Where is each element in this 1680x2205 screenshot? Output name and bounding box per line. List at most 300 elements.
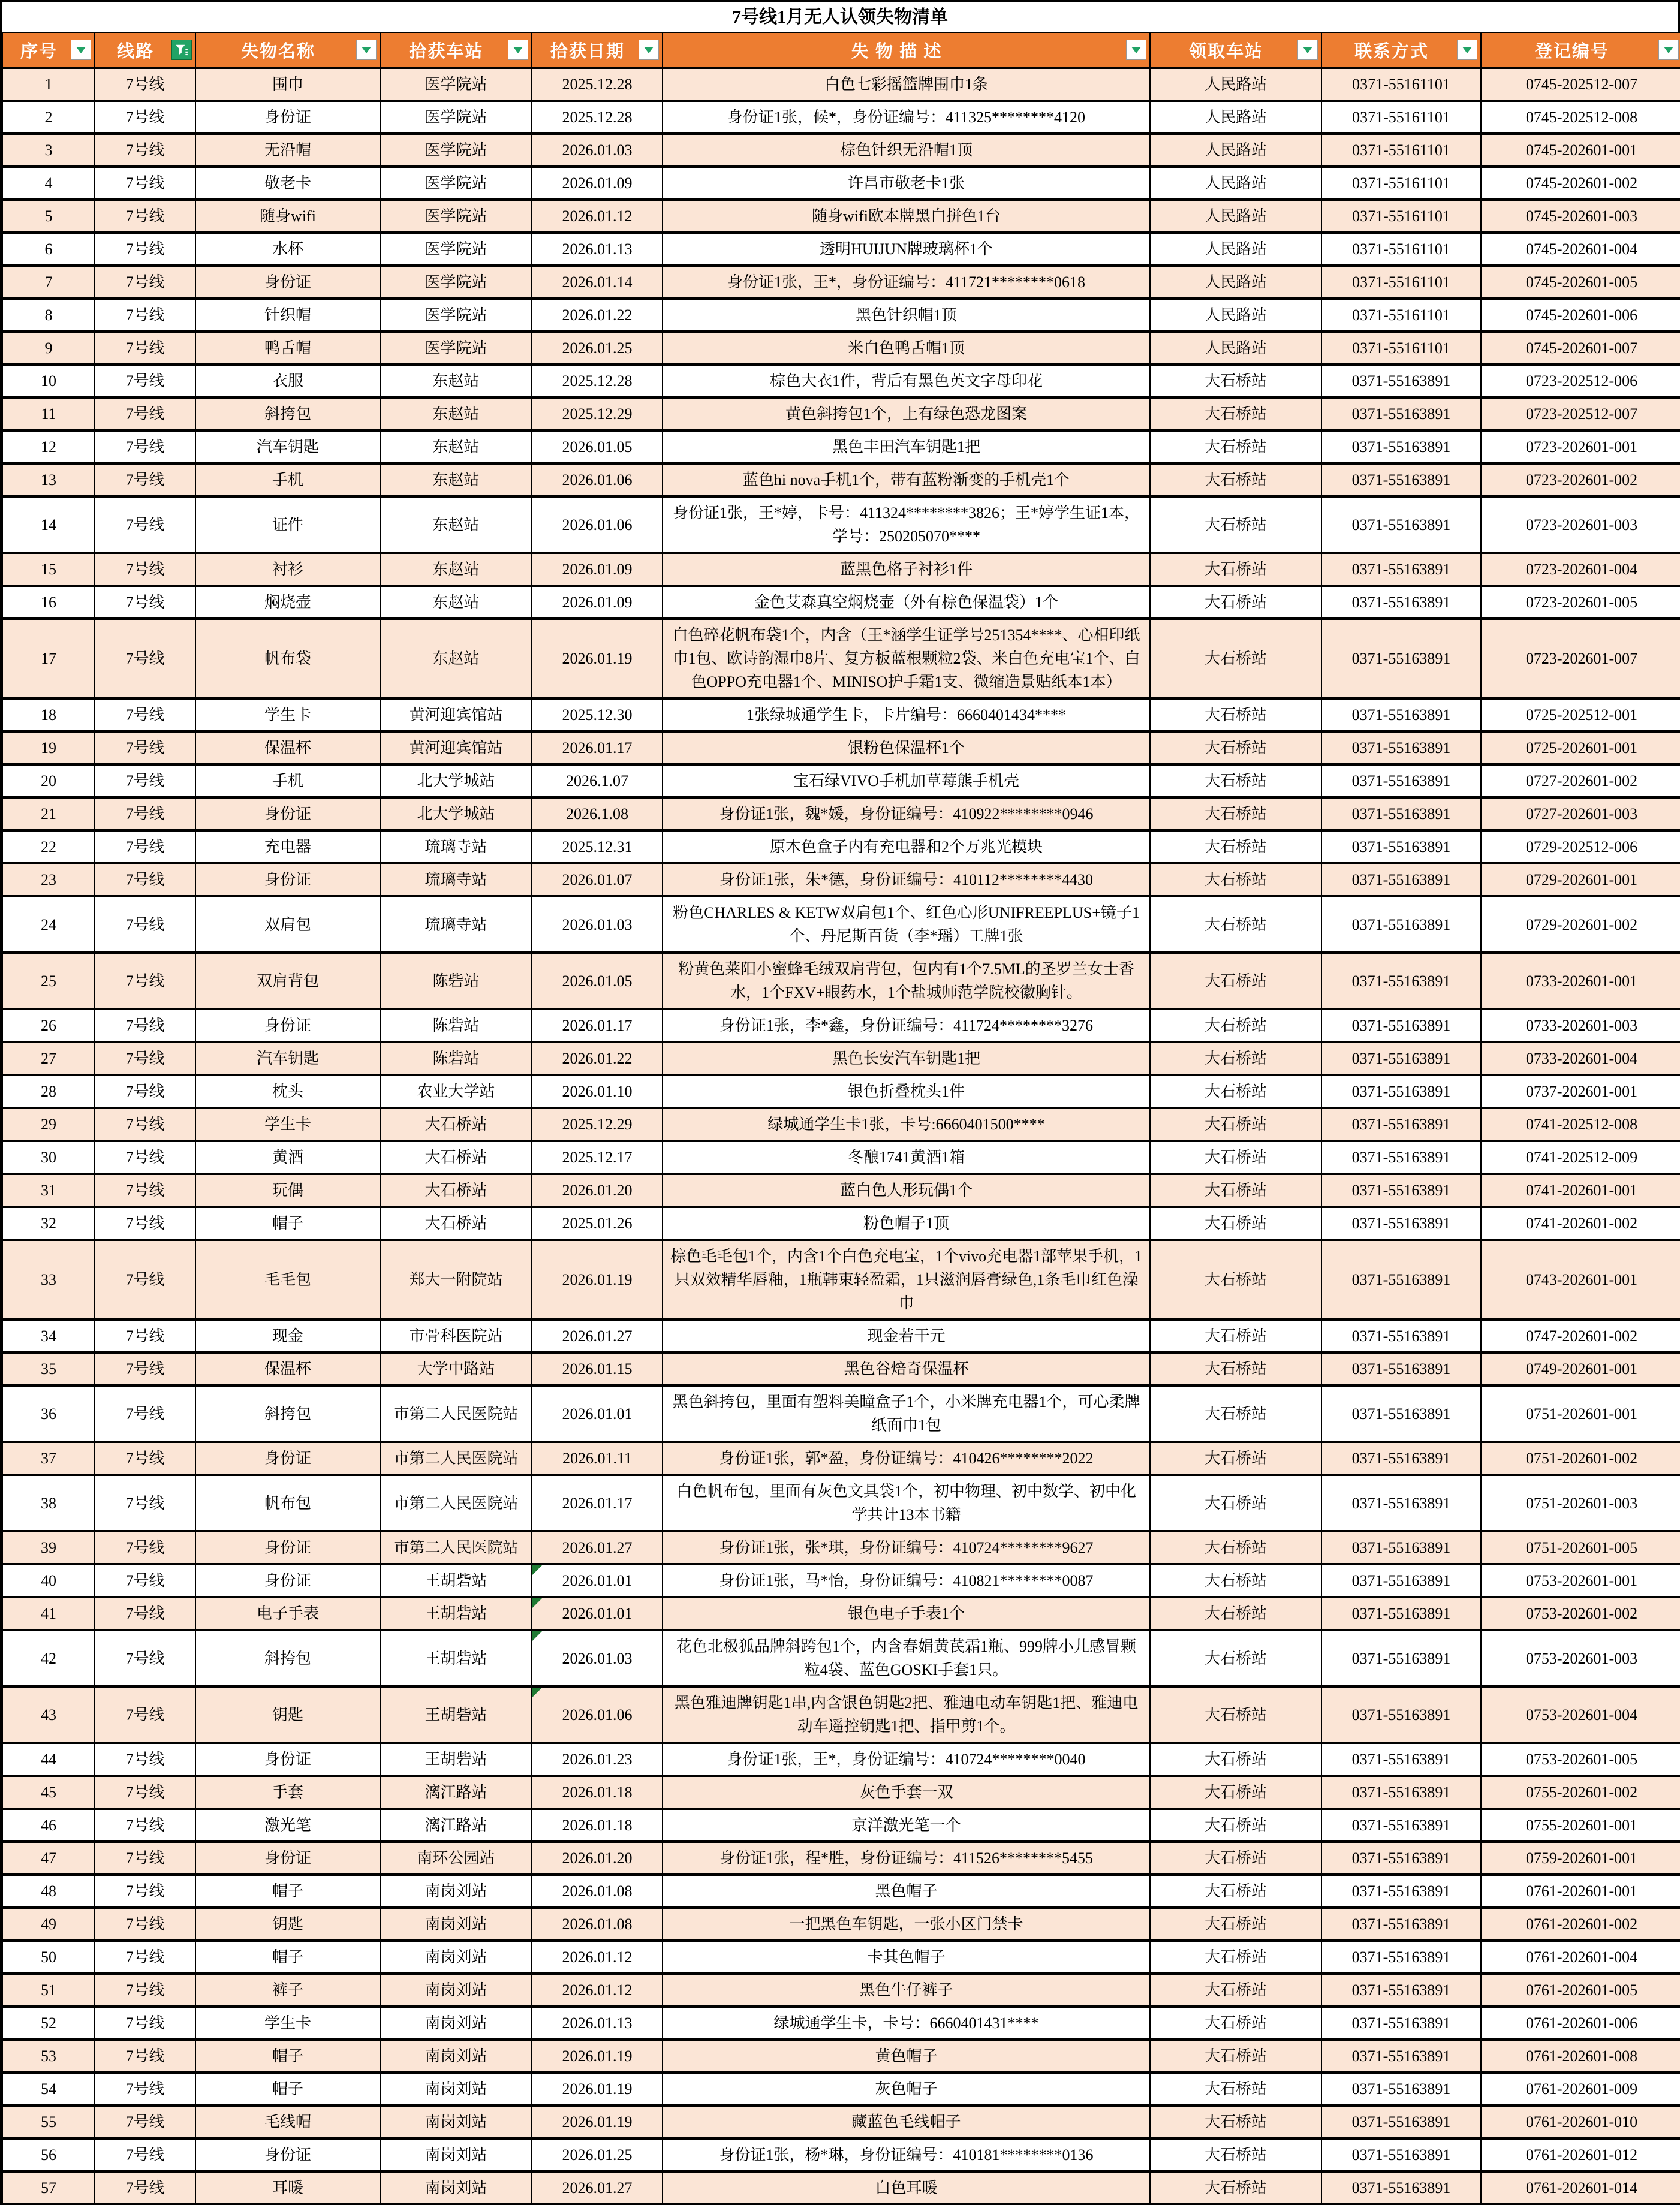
line-cell[interactable]: 7号线 xyxy=(95,1042,195,1075)
item-name-cell[interactable]: 身份证 xyxy=(195,1564,380,1597)
seq-cell[interactable]: 17 xyxy=(2,619,95,698)
seq-cell[interactable]: 36 xyxy=(2,1385,95,1442)
description-cell[interactable]: 棕色针织无沿帽1顶 xyxy=(663,134,1150,167)
line-cell[interactable]: 7号线 xyxy=(95,2138,195,2171)
seq-cell[interactable]: 37 xyxy=(2,1442,95,1475)
pickup-station-cell[interactable]: 大石桥站 xyxy=(1150,1075,1321,1108)
found-date-cell[interactable]: 2026.01.03 xyxy=(532,134,663,167)
reg-no-cell[interactable]: 0745-202601-006 xyxy=(1481,299,1680,332)
reg-no-cell[interactable]: 0751-202601-002 xyxy=(1481,1442,1680,1475)
found-date-cell[interactable]: 2026.01.12 xyxy=(532,1974,663,2007)
seq-cell[interactable]: 38 xyxy=(2,1475,95,1531)
reg-no-cell[interactable]: 0753-202601-004 xyxy=(1481,1686,1680,1743)
contact-cell[interactable]: 0371-55163891 xyxy=(1321,1875,1481,1908)
seq-cell[interactable]: 32 xyxy=(2,1207,95,1240)
description-cell[interactable]: 黄色帽子 xyxy=(663,2040,1150,2073)
item-name-cell[interactable]: 学生卡 xyxy=(195,2007,380,2040)
reg-no-cell[interactable]: 0729-202512-006 xyxy=(1481,830,1680,863)
seq-cell[interactable]: 24 xyxy=(2,896,95,953)
found-station-cell[interactable]: 东赵站 xyxy=(380,430,532,463)
found-date-cell[interactable]: 2026.01.18 xyxy=(532,1776,663,1809)
found-date-cell[interactable]: 2026.01.17 xyxy=(532,1009,663,1042)
item-name-cell[interactable]: 帆布袋 xyxy=(195,619,380,698)
seq-cell[interactable]: 15 xyxy=(2,553,95,586)
reg-no-cell[interactable]: 0745-202601-003 xyxy=(1481,200,1680,233)
item-name-cell[interactable]: 身份证 xyxy=(195,1442,380,1475)
found-date-cell[interactable]: 2026.01.22 xyxy=(532,299,663,332)
found-station-cell[interactable]: 大石桥站 xyxy=(380,1174,532,1207)
pickup-station-cell[interactable]: 大石桥站 xyxy=(1150,619,1321,698)
contact-cell[interactable]: 0371-55163891 xyxy=(1321,1141,1481,1174)
found-date-cell[interactable]: 2026.01.05 xyxy=(532,953,663,1009)
reg-no-cell[interactable]: 0733-202601-003 xyxy=(1481,1009,1680,1042)
item-name-cell[interactable]: 保温杯 xyxy=(195,731,380,764)
seq-cell[interactable]: 20 xyxy=(2,764,95,797)
item-name-cell[interactable]: 学生卡 xyxy=(195,1108,380,1141)
item-name-cell[interactable]: 随身wifi xyxy=(195,200,380,233)
pickup-station-cell[interactable]: 大石桥站 xyxy=(1150,1385,1321,1442)
pickup-station-cell[interactable]: 大石桥站 xyxy=(1150,1141,1321,1174)
filter-dropdown-icon-pickup-station[interactable] xyxy=(1297,40,1318,60)
found-date-cell[interactable]: 2026.1.08 xyxy=(532,797,663,830)
item-name-cell[interactable]: 双肩背包 xyxy=(195,953,380,1009)
contact-cell[interactable]: 0371-55163891 xyxy=(1321,1240,1481,1320)
found-date-cell[interactable]: 2025.12.29 xyxy=(532,1108,663,1141)
contact-cell[interactable]: 0371-55161101 xyxy=(1321,266,1481,299)
found-date-cell[interactable]: 2025.12.17 xyxy=(532,1141,663,1174)
description-cell[interactable]: 身份证1张，郭*盈，身份证编号：410426********2022 xyxy=(663,1442,1150,1475)
seq-cell[interactable]: 34 xyxy=(2,1320,95,1352)
contact-cell[interactable]: 0371-55163891 xyxy=(1321,1531,1481,1564)
description-cell[interactable]: 银粉色保温杯1个 xyxy=(663,731,1150,764)
seq-cell[interactable]: 1 xyxy=(2,68,95,101)
description-cell[interactable]: 京洋激光笔一个 xyxy=(663,1809,1150,1842)
line-cell[interactable]: 7号线 xyxy=(95,430,195,463)
description-cell[interactable]: 身份证1张，魏*媛，身份证编号：410922********0946 xyxy=(663,797,1150,830)
contact-cell[interactable]: 0371-55161101 xyxy=(1321,101,1481,134)
line-cell[interactable]: 7号线 xyxy=(95,2040,195,2073)
seq-cell[interactable]: 9 xyxy=(2,332,95,365)
seq-cell[interactable]: 7 xyxy=(2,266,95,299)
item-name-cell[interactable]: 衣服 xyxy=(195,365,380,397)
pickup-station-cell[interactable]: 大石桥站 xyxy=(1150,2138,1321,2171)
filter-dropdown-icon-seq[interactable] xyxy=(71,40,91,60)
pickup-station-cell[interactable]: 大石桥站 xyxy=(1150,2007,1321,2040)
item-name-cell[interactable]: 无沿帽 xyxy=(195,134,380,167)
found-date-cell[interactable]: 2026.01.19 xyxy=(532,2073,663,2105)
contact-cell[interactable]: 0371-55163891 xyxy=(1321,2040,1481,2073)
found-date-cell-flagged[interactable]: 2026.01.01 xyxy=(532,1564,663,1597)
line-cell[interactable]: 7号线 xyxy=(95,1564,195,1597)
description-cell[interactable]: 花色北极狐品牌斜跨包1个，内含春娟黄芪霜1瓶、999牌小儿感冒颗粒4袋、蓝色GOSKI手套1只。 xyxy=(663,1630,1150,1686)
contact-cell[interactable]: 0371-55163891 xyxy=(1321,863,1481,896)
line-cell[interactable]: 7号线 xyxy=(95,1941,195,1974)
item-name-cell[interactable]: 裤子 xyxy=(195,1974,380,2007)
reg-no-cell[interactable]: 0725-202601-001 xyxy=(1481,731,1680,764)
description-cell[interactable]: 棕色大衣1件，背后有黑色英文字母印花 xyxy=(663,365,1150,397)
found-date-cell[interactable]: 2026.01.17 xyxy=(532,1475,663,1531)
item-name-cell[interactable]: 毛线帽 xyxy=(195,2105,380,2138)
found-station-cell[interactable]: 北大学城站 xyxy=(380,764,532,797)
line-cell[interactable]: 7号线 xyxy=(95,1974,195,2007)
reg-no-cell[interactable]: 0761-202601-006 xyxy=(1481,2007,1680,2040)
pickup-station-cell[interactable]: 大石桥站 xyxy=(1150,1320,1321,1352)
line-cell[interactable]: 7号线 xyxy=(95,167,195,200)
seq-cell[interactable]: 50 xyxy=(2,1941,95,1974)
found-station-cell[interactable]: 医学院站 xyxy=(380,266,532,299)
seq-cell[interactable]: 46 xyxy=(2,1809,95,1842)
seq-cell[interactable]: 10 xyxy=(2,365,95,397)
found-date-cell[interactable]: 2026.01.09 xyxy=(532,167,663,200)
line-cell[interactable]: 7号线 xyxy=(95,365,195,397)
item-name-cell[interactable]: 身份证 xyxy=(195,863,380,896)
seq-cell[interactable]: 56 xyxy=(2,2138,95,2171)
contact-cell[interactable]: 0371-55163891 xyxy=(1321,830,1481,863)
contact-cell[interactable]: 0371-55163891 xyxy=(1321,1075,1481,1108)
seq-cell[interactable]: 4 xyxy=(2,167,95,200)
contact-cell[interactable]: 0371-55163891 xyxy=(1321,430,1481,463)
reg-no-cell[interactable]: 0745-202601-001 xyxy=(1481,134,1680,167)
item-name-cell[interactable]: 身份证 xyxy=(195,266,380,299)
contact-cell[interactable]: 0371-55161101 xyxy=(1321,299,1481,332)
line-cell[interactable]: 7号线 xyxy=(95,200,195,233)
line-cell[interactable]: 7号线 xyxy=(95,1531,195,1564)
found-date-cell[interactable]: 2026.01.06 xyxy=(532,463,663,496)
contact-cell[interactable]: 0371-55163891 xyxy=(1321,1908,1481,1941)
line-cell[interactable]: 7号线 xyxy=(95,299,195,332)
line-cell[interactable]: 7号线 xyxy=(95,1597,195,1630)
filter-dropdown-icon-found-station[interactable] xyxy=(508,40,528,60)
contact-cell[interactable]: 0371-55163891 xyxy=(1321,586,1481,619)
pickup-station-cell[interactable]: 大石桥站 xyxy=(1150,586,1321,619)
description-cell[interactable]: 粉色帽子1顶 xyxy=(663,1207,1150,1240)
item-name-cell[interactable]: 围巾 xyxy=(195,68,380,101)
found-station-cell[interactable]: 南岗刘站 xyxy=(380,1875,532,1908)
pickup-station-cell[interactable]: 大石桥站 xyxy=(1150,698,1321,731)
reg-no-cell[interactable]: 0761-202601-002 xyxy=(1481,1908,1680,1941)
pickup-station-cell[interactable]: 人民路站 xyxy=(1150,167,1321,200)
found-station-cell[interactable]: 陈砦站 xyxy=(380,1009,532,1042)
seq-cell[interactable]: 48 xyxy=(2,1875,95,1908)
item-name-cell[interactable]: 鸭舌帽 xyxy=(195,332,380,365)
found-station-cell[interactable]: 医学院站 xyxy=(380,299,532,332)
pickup-station-cell[interactable]: 人民路站 xyxy=(1150,101,1321,134)
found-date-cell[interactable]: 2026.01.18 xyxy=(532,1809,663,1842)
found-date-cell[interactable]: 2026.01.27 xyxy=(532,1531,663,1564)
line-cell[interactable]: 7号线 xyxy=(95,731,195,764)
reg-no-cell[interactable]: 0761-202601-010 xyxy=(1481,2105,1680,2138)
contact-cell[interactable]: 0371-55163891 xyxy=(1321,463,1481,496)
pickup-station-cell[interactable]: 大石桥站 xyxy=(1150,830,1321,863)
found-station-cell[interactable]: 大石桥站 xyxy=(380,1141,532,1174)
pickup-station-cell[interactable]: 大石桥站 xyxy=(1150,1174,1321,1207)
seq-cell[interactable]: 18 xyxy=(2,698,95,731)
description-cell[interactable]: 蓝黑色格子衬衫1件 xyxy=(663,553,1150,586)
description-cell[interactable]: 米白色鸭舌帽1顶 xyxy=(663,332,1150,365)
found-date-cell[interactable]: 2026.01.11 xyxy=(532,1442,663,1475)
contact-cell[interactable]: 0371-55163891 xyxy=(1321,1564,1481,1597)
found-date-cell[interactable]: 2026.01.08 xyxy=(532,1908,663,1941)
item-name-cell[interactable]: 手机 xyxy=(195,764,380,797)
line-cell[interactable]: 7号线 xyxy=(95,233,195,266)
line-cell[interactable]: 7号线 xyxy=(95,1842,195,1875)
item-name-cell[interactable]: 钥匙 xyxy=(195,1908,380,1941)
line-cell[interactable]: 7号线 xyxy=(95,2007,195,2040)
found-station-cell[interactable]: 北大学城站 xyxy=(380,797,532,830)
reg-no-cell[interactable]: 0741-202512-008 xyxy=(1481,1108,1680,1141)
item-name-cell[interactable]: 证件 xyxy=(195,496,380,553)
found-station-cell[interactable]: 市第二人民医院站 xyxy=(380,1475,532,1531)
description-cell[interactable]: 一把黑色车钥匙，一张小区门禁卡 xyxy=(663,1908,1150,1941)
found-station-cell[interactable]: 市第二人民医院站 xyxy=(380,1385,532,1442)
description-cell[interactable]: 黑色长安汽车钥匙1把 xyxy=(663,1042,1150,1075)
line-cell[interactable]: 7号线 xyxy=(95,1207,195,1240)
description-cell[interactable]: 现金若干元 xyxy=(663,1320,1150,1352)
pickup-station-cell[interactable]: 大石桥站 xyxy=(1150,463,1321,496)
description-cell[interactable]: 藏蓝色毛线帽子 xyxy=(663,2105,1150,2138)
item-name-cell[interactable]: 水杯 xyxy=(195,233,380,266)
pickup-station-cell[interactable]: 人民路站 xyxy=(1150,332,1321,365)
pickup-station-cell[interactable]: 大石桥站 xyxy=(1150,2171,1321,2203)
filter-dropdown-icon-reg-no[interactable] xyxy=(1658,40,1679,60)
pickup-station-cell[interactable]: 大石桥站 xyxy=(1150,1475,1321,1531)
contact-cell[interactable]: 0371-55163891 xyxy=(1321,1842,1481,1875)
found-date-cell[interactable]: 2026.01.12 xyxy=(532,200,663,233)
item-name-cell[interactable]: 焖烧壶 xyxy=(195,586,380,619)
description-cell[interactable]: 绿城通学生卡，卡号：6660401431**** xyxy=(663,2007,1150,2040)
contact-cell[interactable]: 0371-55163891 xyxy=(1321,1108,1481,1141)
pickup-station-cell[interactable]: 大石桥站 xyxy=(1150,365,1321,397)
contact-cell[interactable]: 0371-55163891 xyxy=(1321,2138,1481,2171)
description-cell[interactable]: 身份证1张，马*怡，身份证编号：410821********0087 xyxy=(663,1564,1150,1597)
line-cell[interactable]: 7号线 xyxy=(95,2073,195,2105)
seq-cell[interactable]: 29 xyxy=(2,1108,95,1141)
found-station-cell[interactable]: 南环公园站 xyxy=(380,1842,532,1875)
reg-no-cell[interactable]: 0725-202512-001 xyxy=(1481,698,1680,731)
pickup-station-cell[interactable]: 大石桥站 xyxy=(1150,1597,1321,1630)
reg-no-cell[interactable]: 0741-202601-002 xyxy=(1481,1207,1680,1240)
line-cell[interactable]: 7号线 xyxy=(95,1174,195,1207)
line-cell[interactable]: 7号线 xyxy=(95,1075,195,1108)
found-date-cell[interactable]: 2026.01.01 xyxy=(532,1385,663,1442)
description-cell[interactable]: 白色帆布包，里面有灰色文具袋1个，初中物理、初中数学、初中化学共计13本书籍 xyxy=(663,1475,1150,1531)
reg-no-cell[interactable]: 0723-202512-006 xyxy=(1481,365,1680,397)
line-cell[interactable]: 7号线 xyxy=(95,1809,195,1842)
found-station-cell[interactable]: 农业大学站 xyxy=(380,1075,532,1108)
pickup-station-cell[interactable]: 大石桥站 xyxy=(1150,1809,1321,1842)
description-cell[interactable]: 身份证1张，朱*德，身份证编号：410112********4430 xyxy=(663,863,1150,896)
seq-cell[interactable]: 44 xyxy=(2,1743,95,1776)
description-cell[interactable]: 宝石绿VIVO手机加草莓熊手机壳 xyxy=(663,764,1150,797)
seq-cell[interactable]: 27 xyxy=(2,1042,95,1075)
found-date-cell[interactable]: 2026.01.05 xyxy=(532,430,663,463)
description-cell[interactable]: 黑色斜挎包，里面有塑料美瞳盒子1个，小米牌充电器1个，可心柔牌纸面巾1包 xyxy=(663,1385,1150,1442)
line-cell[interactable]: 7号线 xyxy=(95,1475,195,1531)
seq-cell[interactable]: 52 xyxy=(2,2007,95,2040)
line-cell[interactable]: 7号线 xyxy=(95,1320,195,1352)
description-cell[interactable]: 1张绿城通学生卡，卡片编号：6660401434**** xyxy=(663,698,1150,731)
contact-cell[interactable]: 0371-55161101 xyxy=(1321,233,1481,266)
description-cell[interactable]: 蓝白色人形玩偶1个 xyxy=(663,1174,1150,1207)
line-cell[interactable]: 7号线 xyxy=(95,896,195,953)
item-name-cell[interactable]: 枕头 xyxy=(195,1075,380,1108)
found-station-cell[interactable]: 黄河迎宾馆站 xyxy=(380,698,532,731)
found-station-cell[interactable]: 医学院站 xyxy=(380,68,532,101)
seq-cell[interactable]: 3 xyxy=(2,134,95,167)
description-cell[interactable]: 卡其色帽子 xyxy=(663,1941,1150,1974)
reg-no-cell[interactable]: 0723-202601-002 xyxy=(1481,463,1680,496)
line-cell[interactable]: 7号线 xyxy=(95,797,195,830)
contact-cell[interactable]: 0371-55163891 xyxy=(1321,1630,1481,1686)
contact-cell[interactable]: 0371-55163891 xyxy=(1321,2007,1481,2040)
contact-cell[interactable]: 0371-55163891 xyxy=(1321,731,1481,764)
pickup-station-cell[interactable]: 大石桥站 xyxy=(1150,1240,1321,1320)
contact-cell[interactable]: 0371-55163891 xyxy=(1321,2171,1481,2203)
line-cell[interactable]: 7号线 xyxy=(95,1009,195,1042)
line-cell[interactable]: 7号线 xyxy=(95,863,195,896)
contact-cell[interactable]: 0371-55163891 xyxy=(1321,1941,1481,1974)
contact-cell[interactable]: 0371-55163891 xyxy=(1321,1320,1481,1352)
line-cell[interactable]: 7号线 xyxy=(95,830,195,863)
item-name-cell[interactable]: 双肩包 xyxy=(195,896,380,953)
description-cell[interactable]: 身份证1张，李*鑫，身份证编号：411724********3276 xyxy=(663,1009,1150,1042)
contact-cell[interactable]: 0371-55163891 xyxy=(1321,2073,1481,2105)
found-date-cell[interactable]: 2026.1.07 xyxy=(532,764,663,797)
reg-no-cell[interactable]: 0745-202601-007 xyxy=(1481,332,1680,365)
pickup-station-cell[interactable]: 大石桥站 xyxy=(1150,953,1321,1009)
filter-dropdown-icon-contact[interactable] xyxy=(1457,40,1477,60)
seq-cell[interactable]: 51 xyxy=(2,1974,95,2007)
description-cell[interactable]: 随身wifi欧本牌黑白拼色1台 xyxy=(663,200,1150,233)
item-name-cell[interactable]: 帽子 xyxy=(195,1875,380,1908)
found-date-cell[interactable]: 2026.01.13 xyxy=(532,2007,663,2040)
found-station-cell[interactable]: 郑大一附院站 xyxy=(380,1240,532,1320)
contact-cell[interactable]: 0371-55163891 xyxy=(1321,1442,1481,1475)
item-name-cell[interactable]: 帽子 xyxy=(195,2040,380,2073)
pickup-station-cell[interactable]: 大石桥站 xyxy=(1150,764,1321,797)
contact-cell[interactable]: 0371-55163891 xyxy=(1321,1385,1481,1442)
pickup-station-cell[interactable]: 大石桥站 xyxy=(1150,863,1321,896)
reg-no-cell[interactable]: 0733-202601-001 xyxy=(1481,953,1680,1009)
found-date-cell[interactable]: 2025.12.28 xyxy=(532,68,663,101)
line-cell[interactable]: 7号线 xyxy=(95,397,195,430)
found-date-cell[interactable]: 2026.01.19 xyxy=(532,619,663,698)
description-cell[interactable]: 身份证1张，候*，身份证编号：411325********4120 xyxy=(663,101,1150,134)
found-date-cell[interactable]: 2026.01.25 xyxy=(532,2138,663,2171)
found-date-cell[interactable]: 2026.01.03 xyxy=(532,896,663,953)
reg-no-cell[interactable]: 0759-202601-001 xyxy=(1481,1842,1680,1875)
contact-cell[interactable]: 0371-55163891 xyxy=(1321,1352,1481,1385)
found-date-cell[interactable]: 2025.12.28 xyxy=(532,365,663,397)
pickup-station-cell[interactable]: 大石桥站 xyxy=(1150,1974,1321,2007)
reg-no-cell[interactable]: 0723-202512-007 xyxy=(1481,397,1680,430)
reg-no-cell[interactable]: 0747-202601-002 xyxy=(1481,1320,1680,1352)
description-cell[interactable]: 绿城通学生卡1张，卡号:6660401500**** xyxy=(663,1108,1150,1141)
active-filter-funnel-icon-line[interactable] xyxy=(171,40,192,60)
contact-cell[interactable]: 0371-55163891 xyxy=(1321,797,1481,830)
found-station-cell[interactable]: 市骨科医院站 xyxy=(380,1320,532,1352)
pickup-station-cell[interactable]: 人民路站 xyxy=(1150,233,1321,266)
found-date-cell[interactable]: 2026.01.27 xyxy=(532,2171,663,2203)
found-date-cell-flagged[interactable]: 2026.01.03 xyxy=(532,1630,663,1686)
reg-no-cell[interactable]: 0729-202601-001 xyxy=(1481,863,1680,896)
reg-no-cell[interactable]: 0741-202601-001 xyxy=(1481,1174,1680,1207)
reg-no-cell[interactable]: 0723-202601-001 xyxy=(1481,430,1680,463)
pickup-station-cell[interactable]: 大石桥站 xyxy=(1150,797,1321,830)
pickup-station-cell[interactable]: 大石桥站 xyxy=(1150,1686,1321,1743)
found-station-cell[interactable]: 医学院站 xyxy=(380,101,532,134)
pickup-station-cell[interactable]: 大石桥站 xyxy=(1150,731,1321,764)
line-cell[interactable]: 7号线 xyxy=(95,1686,195,1743)
found-station-cell[interactable]: 陈砦站 xyxy=(380,1042,532,1075)
description-cell[interactable]: 黑色牛仔裤子 xyxy=(663,1974,1150,2007)
reg-no-cell[interactable]: 0741-202512-009 xyxy=(1481,1141,1680,1174)
found-date-cell-flagged[interactable]: 2026.01.06 xyxy=(532,1686,663,1743)
item-name-cell[interactable]: 针织帽 xyxy=(195,299,380,332)
found-station-cell[interactable]: 东赵站 xyxy=(380,553,532,586)
line-cell[interactable]: 7号线 xyxy=(95,619,195,698)
seq-cell[interactable]: 5 xyxy=(2,200,95,233)
reg-no-cell[interactable]: 0751-202601-001 xyxy=(1481,1385,1680,1442)
reg-no-cell[interactable]: 0733-202601-004 xyxy=(1481,1042,1680,1075)
found-station-cell[interactable]: 南岗刘站 xyxy=(380,1974,532,2007)
seq-cell[interactable]: 26 xyxy=(2,1009,95,1042)
contact-cell[interactable]: 0371-55163891 xyxy=(1321,1207,1481,1240)
found-date-cell[interactable]: 2026.01.14 xyxy=(532,266,663,299)
pickup-station-cell[interactable]: 人民路站 xyxy=(1150,299,1321,332)
pickup-station-cell[interactable]: 人民路站 xyxy=(1150,68,1321,101)
pickup-station-cell[interactable]: 大石桥站 xyxy=(1150,553,1321,586)
found-date-cell[interactable]: 2026.01.19 xyxy=(532,1240,663,1320)
pickup-station-cell[interactable]: 大石桥站 xyxy=(1150,1776,1321,1809)
seq-cell[interactable]: 19 xyxy=(2,731,95,764)
item-name-cell[interactable]: 玩偶 xyxy=(195,1174,380,1207)
pickup-station-cell[interactable]: 大石桥站 xyxy=(1150,2040,1321,2073)
found-station-cell[interactable]: 大学中路站 xyxy=(380,1352,532,1385)
reg-no-cell[interactable]: 0745-202601-002 xyxy=(1481,167,1680,200)
found-station-cell[interactable]: 王胡砦站 xyxy=(380,1743,532,1776)
reg-no-cell[interactable]: 0753-202601-001 xyxy=(1481,1564,1680,1597)
found-station-cell[interactable]: 医学院站 xyxy=(380,233,532,266)
found-date-cell[interactable]: 2026.01.08 xyxy=(532,1875,663,1908)
pickup-station-cell[interactable]: 大石桥站 xyxy=(1150,1908,1321,1941)
found-station-cell[interactable]: 东赵站 xyxy=(380,619,532,698)
line-cell[interactable]: 7号线 xyxy=(95,1141,195,1174)
contact-cell[interactable]: 0371-55163891 xyxy=(1321,619,1481,698)
filter-dropdown-icon-found-date[interactable] xyxy=(639,40,659,60)
description-cell[interactable]: 粉黄色莱阳小蜜蜂毛绒双肩背包，包内有1个7.5ML的圣罗兰女士香水，1个FXV+眼药水，1个盐城师范学院校徽胸针。 xyxy=(663,953,1150,1009)
description-cell[interactable]: 身份证1张，程*胜，身份证编号：411526********5455 xyxy=(663,1842,1150,1875)
seq-cell[interactable]: 11 xyxy=(2,397,95,430)
item-name-cell[interactable]: 激光笔 xyxy=(195,1809,380,1842)
seq-cell[interactable]: 31 xyxy=(2,1174,95,1207)
found-station-cell[interactable]: 琉璃寺站 xyxy=(380,896,532,953)
found-station-cell[interactable]: 南岗刘站 xyxy=(380,2007,532,2040)
contact-cell[interactable]: 0371-55163891 xyxy=(1321,1776,1481,1809)
reg-no-cell[interactable]: 0737-202601-001 xyxy=(1481,1075,1680,1108)
contact-cell[interactable]: 0371-55163891 xyxy=(1321,764,1481,797)
line-cell[interactable]: 7号线 xyxy=(95,332,195,365)
line-cell[interactable]: 7号线 xyxy=(95,266,195,299)
contact-cell[interactable]: 0371-55163891 xyxy=(1321,397,1481,430)
found-date-cell[interactable]: 2026.01.22 xyxy=(532,1042,663,1075)
description-cell[interactable]: 黑色丰田汽车钥匙1把 xyxy=(663,430,1150,463)
description-cell[interactable]: 黑色帽子 xyxy=(663,1875,1150,1908)
found-date-cell[interactable]: 2025.12.29 xyxy=(532,397,663,430)
found-station-cell[interactable]: 王胡砦站 xyxy=(380,1686,532,1743)
description-cell[interactable]: 白色七彩摇篮牌围巾1条 xyxy=(663,68,1150,101)
seq-cell[interactable]: 13 xyxy=(2,463,95,496)
